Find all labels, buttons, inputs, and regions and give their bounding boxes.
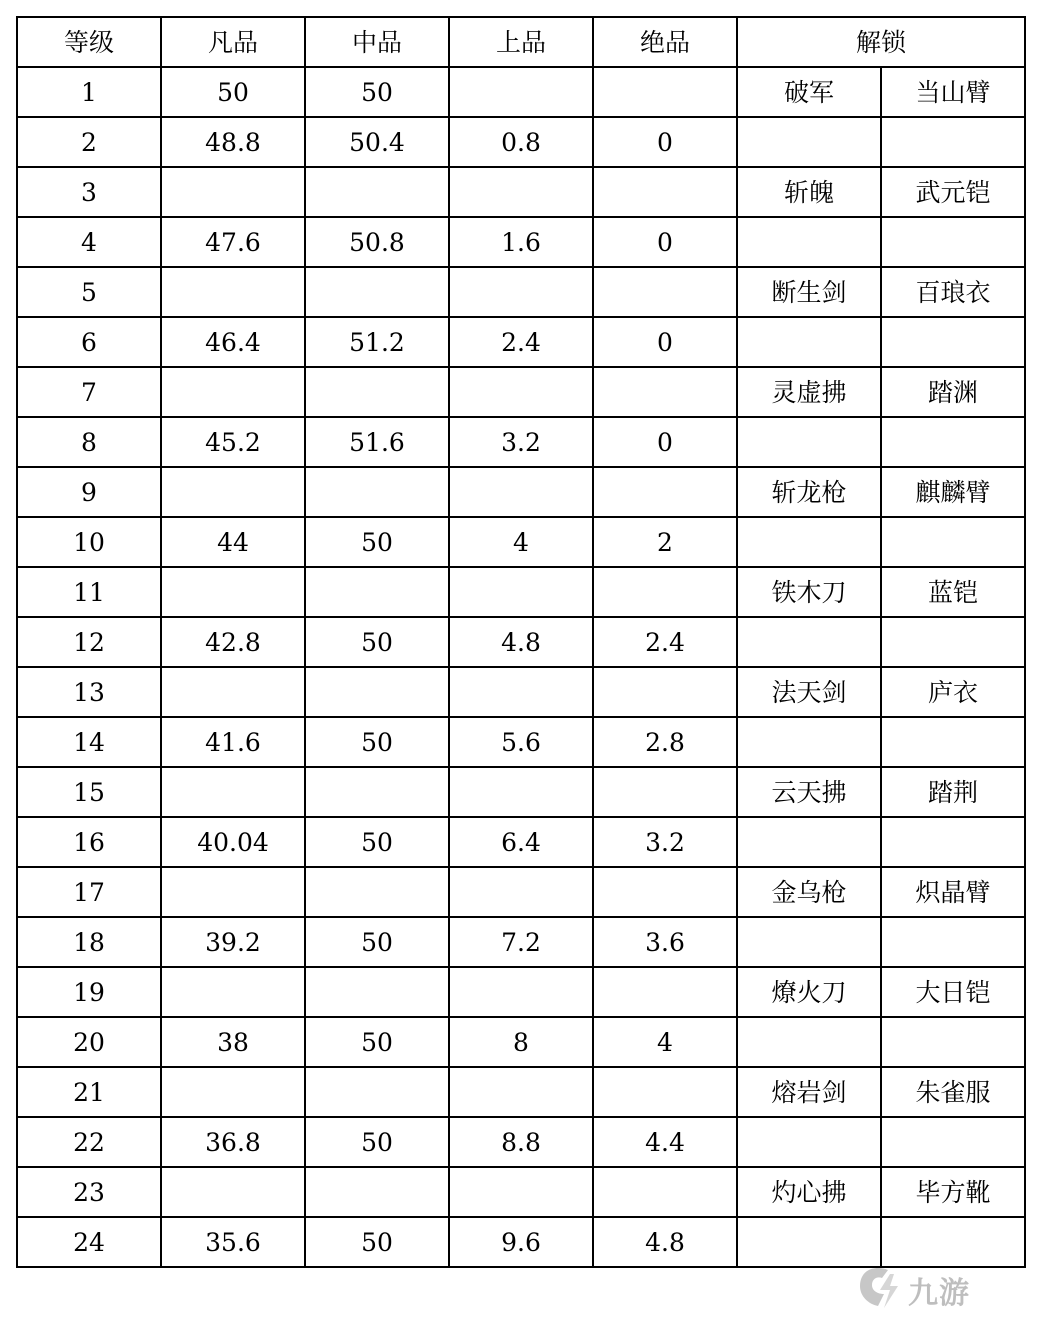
cell-level: 15	[17, 767, 161, 817]
cell-unlock-gear: 踏荆	[881, 767, 1025, 817]
cell-fan	[161, 167, 305, 217]
cell-zhong: 51.2	[305, 317, 449, 367]
cell-fan: 48.8	[161, 117, 305, 167]
cell-zhong	[305, 967, 449, 1017]
cell-zhong	[305, 467, 449, 517]
cell-shang: 8.8	[449, 1117, 593, 1167]
cell-fan	[161, 267, 305, 317]
cell-unlock-gear	[881, 1017, 1025, 1067]
cell-unlock-weapon: 斩龙枪	[737, 467, 881, 517]
jiuyou-logo-icon	[854, 1264, 902, 1316]
cell-unlock-gear	[881, 1117, 1025, 1167]
cell-shang	[449, 867, 593, 917]
cell-zhong: 50.4	[305, 117, 449, 167]
cell-fan: 44	[161, 517, 305, 567]
cell-shang	[449, 967, 593, 1017]
cell-level: 4	[17, 217, 161, 267]
cell-shang: 0.8	[449, 117, 593, 167]
cell-jue	[593, 967, 737, 1017]
cell-zhong	[305, 367, 449, 417]
cell-jue: 0	[593, 217, 737, 267]
cell-fan	[161, 1167, 305, 1217]
cell-zhong: 50	[305, 67, 449, 117]
cell-jue	[593, 1067, 737, 1117]
cell-level: 7	[17, 367, 161, 417]
cell-shang: 9.6	[449, 1217, 593, 1267]
cell-unlock-gear	[881, 917, 1025, 967]
cell-fan: 38	[161, 1017, 305, 1067]
cell-unlock-weapon	[737, 717, 881, 767]
cell-shang	[449, 67, 593, 117]
cell-jue: 0	[593, 117, 737, 167]
cell-shang	[449, 167, 593, 217]
cell-level: 6	[17, 317, 161, 367]
table-row	[17, 467, 1025, 517]
table-row	[17, 1117, 1025, 1167]
cell-unlock-weapon	[737, 1217, 881, 1267]
cell-unlock-gear	[881, 1217, 1025, 1267]
cell-level: 10	[17, 517, 161, 567]
cell-level: 16	[17, 817, 161, 867]
table-row	[17, 767, 1025, 817]
table-row	[17, 1217, 1025, 1267]
table-row	[17, 917, 1025, 967]
cell-unlock-weapon: 灵虚拂	[737, 367, 881, 417]
cell-zhong: 50	[305, 1217, 449, 1267]
cell-shang: 4	[449, 517, 593, 567]
table-row	[17, 417, 1025, 467]
cell-zhong: 50	[305, 1117, 449, 1167]
cell-unlock-weapon	[737, 217, 881, 267]
cell-unlock-gear	[881, 817, 1025, 867]
cell-jue: 0	[593, 317, 737, 367]
cell-zhong	[305, 567, 449, 617]
cell-level: 8	[17, 417, 161, 467]
table-row	[17, 817, 1025, 867]
cell-jue: 3.2	[593, 817, 737, 867]
cell-level: 5	[17, 267, 161, 317]
table-row	[17, 517, 1025, 567]
cell-zhong: 50.8	[305, 217, 449, 267]
cell-level: 23	[17, 1167, 161, 1217]
cell-shang	[449, 567, 593, 617]
cell-unlock-gear: 炽晶臂	[881, 867, 1025, 917]
cell-level: 20	[17, 1017, 161, 1067]
header-level: 等级	[17, 17, 161, 67]
cell-fan	[161, 767, 305, 817]
cell-zhong	[305, 267, 449, 317]
cell-zhong: 50	[305, 717, 449, 767]
cell-jue	[593, 67, 737, 117]
cell-shang: 2.4	[449, 317, 593, 367]
cell-zhong: 51.6	[305, 417, 449, 467]
cell-unlock-weapon: 斩魄	[737, 167, 881, 217]
table-row	[17, 217, 1025, 267]
cell-zhong	[305, 1167, 449, 1217]
cell-shang: 7.2	[449, 917, 593, 967]
cell-unlock-weapon	[737, 417, 881, 467]
cell-jue: 4.4	[593, 1117, 737, 1167]
table-row	[17, 617, 1025, 667]
cell-unlock-weapon: 云天拂	[737, 767, 881, 817]
cell-level: 18	[17, 917, 161, 967]
cell-jue: 3.6	[593, 917, 737, 967]
cell-unlock-gear: 蓝铠	[881, 567, 1025, 617]
cell-level: 24	[17, 1217, 161, 1267]
cell-jue: 2.8	[593, 717, 737, 767]
table-row	[17, 967, 1025, 1017]
header-zhong: 中品	[305, 17, 449, 67]
cell-jue: 4	[593, 1017, 737, 1067]
table-row	[17, 367, 1025, 417]
cell-unlock-weapon	[737, 517, 881, 567]
cell-shang: 1.6	[449, 217, 593, 267]
cell-jue: 4.8	[593, 1217, 737, 1267]
table-row	[17, 117, 1025, 167]
header-fan: 凡品	[161, 17, 305, 67]
table-row	[17, 717, 1025, 767]
watermark-text: 九游	[908, 1276, 970, 1311]
cell-unlock-gear: 朱雀服	[881, 1067, 1025, 1117]
header-unlock: 解锁	[737, 17, 1025, 67]
cell-unlock-weapon	[737, 1117, 881, 1167]
cell-unlock-weapon	[737, 1017, 881, 1067]
cell-jue	[593, 867, 737, 917]
cell-shang: 5.6	[449, 717, 593, 767]
cell-level: 13	[17, 667, 161, 717]
table-row	[17, 317, 1025, 367]
cell-level: 21	[17, 1067, 161, 1117]
cell-jue	[593, 367, 737, 417]
cell-unlock-gear: 大日铠	[881, 967, 1025, 1017]
cell-zhong	[305, 167, 449, 217]
cell-unlock-weapon	[737, 917, 881, 967]
cell-shang	[449, 1167, 593, 1217]
cell-unlock-gear	[881, 717, 1025, 767]
cell-unlock-weapon: 法天剑	[737, 667, 881, 717]
cell-jue: 2	[593, 517, 737, 567]
cell-fan: 36.8	[161, 1117, 305, 1167]
cell-unlock-weapon: 铁木刀	[737, 567, 881, 617]
cell-zhong	[305, 767, 449, 817]
cell-fan	[161, 567, 305, 617]
level-unlock-table	[16, 16, 1026, 1268]
cell-fan: 39.2	[161, 917, 305, 967]
cell-shang	[449, 1067, 593, 1117]
cell-shang: 4.8	[449, 617, 593, 667]
table-row	[17, 1017, 1025, 1067]
cell-shang	[449, 667, 593, 717]
cell-unlock-gear: 百琅衣	[881, 267, 1025, 317]
table-row	[17, 1067, 1025, 1117]
cell-unlock-gear: 当山臂	[881, 67, 1025, 117]
cell-fan	[161, 367, 305, 417]
cell-unlock-gear: 毕方靴	[881, 1167, 1025, 1217]
cell-level: 12	[17, 617, 161, 667]
cell-jue	[593, 467, 737, 517]
cell-unlock-weapon: 断生剑	[737, 267, 881, 317]
cell-unlock-gear: 武元铠	[881, 167, 1025, 217]
cell-zhong: 50	[305, 617, 449, 667]
table-header-row	[17, 17, 1025, 67]
cell-fan: 50	[161, 67, 305, 117]
cell-zhong: 50	[305, 517, 449, 567]
cell-unlock-weapon: 破军	[737, 67, 881, 117]
cell-unlock-weapon: 燎火刀	[737, 967, 881, 1017]
cell-fan: 45.2	[161, 417, 305, 467]
cell-jue	[593, 767, 737, 817]
cell-zhong: 50	[305, 917, 449, 967]
cell-zhong	[305, 867, 449, 917]
cell-unlock-gear	[881, 117, 1025, 167]
table-row	[17, 1167, 1025, 1217]
cell-unlock-weapon	[737, 817, 881, 867]
cell-unlock-weapon: 灼心拂	[737, 1167, 881, 1217]
cell-unlock-gear: 踏渊	[881, 367, 1025, 417]
cell-shang: 8	[449, 1017, 593, 1067]
cell-fan	[161, 1067, 305, 1117]
cell-jue: 0	[593, 417, 737, 467]
cell-zhong: 50	[305, 817, 449, 867]
cell-unlock-weapon	[737, 117, 881, 167]
cell-level: 17	[17, 867, 161, 917]
cell-fan: 47.6	[161, 217, 305, 267]
cell-jue	[593, 267, 737, 317]
table-row	[17, 67, 1025, 117]
cell-unlock-weapon	[737, 617, 881, 667]
cell-unlock-gear: 庐衣	[881, 667, 1025, 717]
cell-shang	[449, 267, 593, 317]
cell-shang	[449, 467, 593, 517]
cell-level: 19	[17, 967, 161, 1017]
cell-unlock-gear	[881, 617, 1025, 667]
cell-fan	[161, 467, 305, 517]
cell-jue	[593, 667, 737, 717]
cell-shang	[449, 767, 593, 817]
cell-unlock-weapon	[737, 317, 881, 367]
cell-unlock-gear	[881, 317, 1025, 367]
cell-unlock-gear	[881, 517, 1025, 567]
cell-jue: 2.4	[593, 617, 737, 667]
table-row	[17, 567, 1025, 617]
cell-fan	[161, 667, 305, 717]
cell-unlock-weapon: 熔岩剑	[737, 1067, 881, 1117]
cell-level: 2	[17, 117, 161, 167]
cell-shang: 3.2	[449, 417, 593, 467]
cell-zhong: 50	[305, 1017, 449, 1067]
cell-fan	[161, 967, 305, 1017]
cell-fan: 46.4	[161, 317, 305, 367]
table-row	[17, 667, 1025, 717]
table-row	[17, 167, 1025, 217]
cell-level: 14	[17, 717, 161, 767]
cell-fan: 41.6	[161, 717, 305, 767]
cell-zhong	[305, 1067, 449, 1117]
cell-level: 9	[17, 467, 161, 517]
cell-unlock-weapon: 金乌枪	[737, 867, 881, 917]
cell-shang	[449, 367, 593, 417]
cell-level: 3	[17, 167, 161, 217]
cell-zhong	[305, 667, 449, 717]
cell-fan: 35.6	[161, 1217, 305, 1267]
table-row	[17, 267, 1025, 317]
table-body	[17, 67, 1025, 1267]
header-jue: 绝品	[593, 17, 737, 67]
cell-jue	[593, 167, 737, 217]
cell-fan	[161, 867, 305, 917]
cell-shang: 6.4	[449, 817, 593, 867]
cell-level: 11	[17, 567, 161, 617]
cell-jue	[593, 1167, 737, 1217]
cell-jue	[593, 567, 737, 617]
watermark	[854, 1262, 1024, 1318]
cell-unlock-gear: 麒麟臂	[881, 467, 1025, 517]
header-shang: 上品	[449, 17, 593, 67]
cell-level: 22	[17, 1117, 161, 1167]
table-row	[17, 867, 1025, 917]
cell-unlock-gear	[881, 217, 1025, 267]
cell-fan: 42.8	[161, 617, 305, 667]
cell-unlock-gear	[881, 417, 1025, 467]
cell-fan: 40.04	[161, 817, 305, 867]
cell-level: 1	[17, 67, 161, 117]
